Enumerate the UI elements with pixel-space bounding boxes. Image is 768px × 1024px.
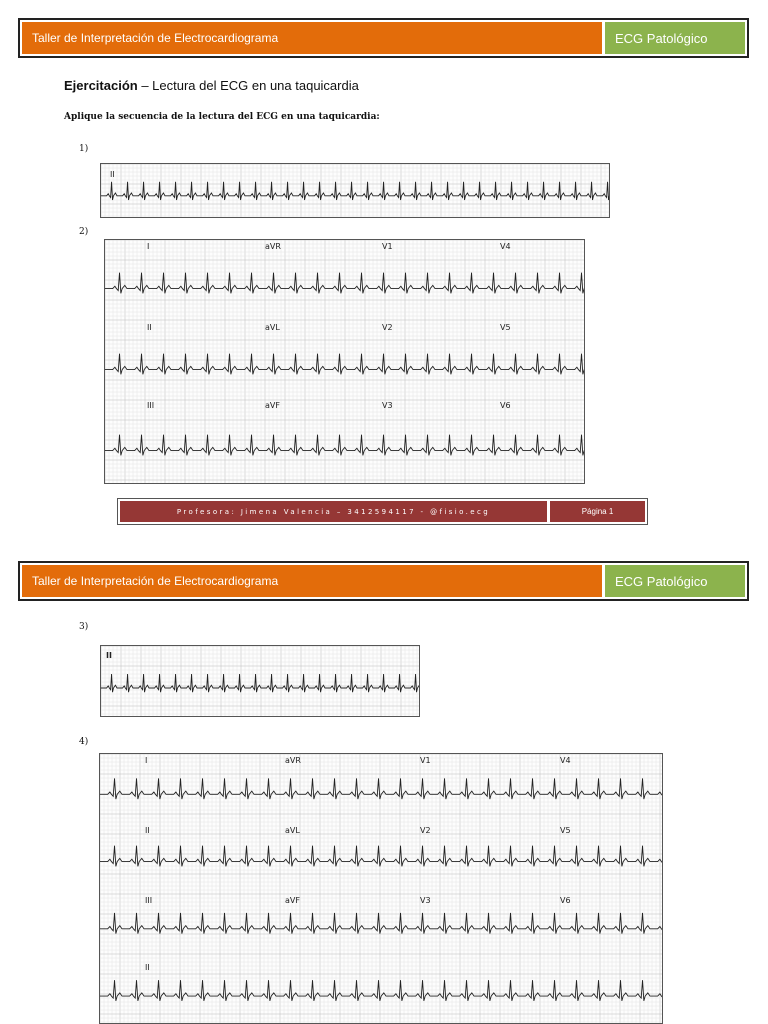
- lead-label: V3: [420, 896, 431, 905]
- header-title: Taller de Interpretación de Electrocardiograma: [22, 22, 602, 54]
- lead-label: V6: [500, 401, 511, 410]
- lead-label: aVF: [265, 401, 280, 410]
- header-topic: ECG Patológico: [605, 565, 745, 597]
- ecg-strip-3: [100, 645, 420, 717]
- lead-label: V5: [500, 323, 511, 332]
- ecg-12-lead-2: [104, 239, 585, 484]
- header-title: Taller de Interpretación de Electrocardiograma: [22, 565, 602, 597]
- item-number-4: 4): [79, 737, 89, 747]
- lead-label: II: [147, 323, 152, 332]
- page-footer-1: [117, 498, 648, 525]
- page-header-2: [18, 561, 749, 601]
- lead-label: aVL: [285, 826, 300, 835]
- lead-label-rhythm: II: [145, 963, 150, 972]
- lead-label: I: [147, 242, 150, 251]
- item-number-2: 2): [79, 227, 89, 237]
- lead-label: aVF: [285, 896, 300, 905]
- ecg-grid: [101, 164, 609, 217]
- lead-label: V1: [382, 242, 393, 251]
- ecg-grid: [100, 754, 662, 1023]
- lead-label: aVR: [285, 756, 301, 765]
- page-header-1: [18, 18, 749, 58]
- exercise-title-rest: – Lectura del ECG en una taquicardia: [137, 78, 359, 93]
- lead-label: aVL: [265, 323, 280, 332]
- lead-label: V2: [382, 323, 393, 332]
- header-topic: ECG Patológico: [605, 22, 745, 54]
- exercise-title: [64, 78, 359, 93]
- lead-label: aVR: [265, 242, 281, 251]
- lead-label: V1: [420, 756, 431, 765]
- lead-label: V4: [560, 756, 571, 765]
- item-number-1: 1): [79, 144, 89, 154]
- footer-author: Profesora: Jimena Valencia – 3412594117 - @fisio.ecg: [120, 501, 547, 522]
- ecg-strip-1: [100, 163, 610, 218]
- lead-label: V2: [420, 826, 431, 835]
- lead-label: V3: [382, 401, 393, 410]
- footer-page-number: Página 1: [550, 501, 645, 522]
- lead-label-strip-1: II: [110, 170, 115, 179]
- lead-label: III: [147, 401, 155, 410]
- lead-label: I: [145, 756, 148, 765]
- exercise-title-bold: Ejercitación: [64, 78, 138, 93]
- lead-label: V6: [560, 896, 571, 905]
- lead-label: II: [145, 826, 150, 835]
- lead-label: V4: [500, 242, 511, 251]
- ecg-grid: [101, 646, 419, 716]
- lead-label: III: [145, 896, 153, 905]
- lead-label: V5: [560, 826, 571, 835]
- ecg-12-lead-4: [99, 753, 663, 1024]
- ecg-grid: [105, 240, 584, 483]
- exercise-instruction: Aplique la secuencia de la lectura del ECG en una taquicardia:: [64, 112, 380, 122]
- lead-label-strip-3: II: [106, 651, 112, 660]
- item-number-3: 3): [79, 622, 89, 632]
